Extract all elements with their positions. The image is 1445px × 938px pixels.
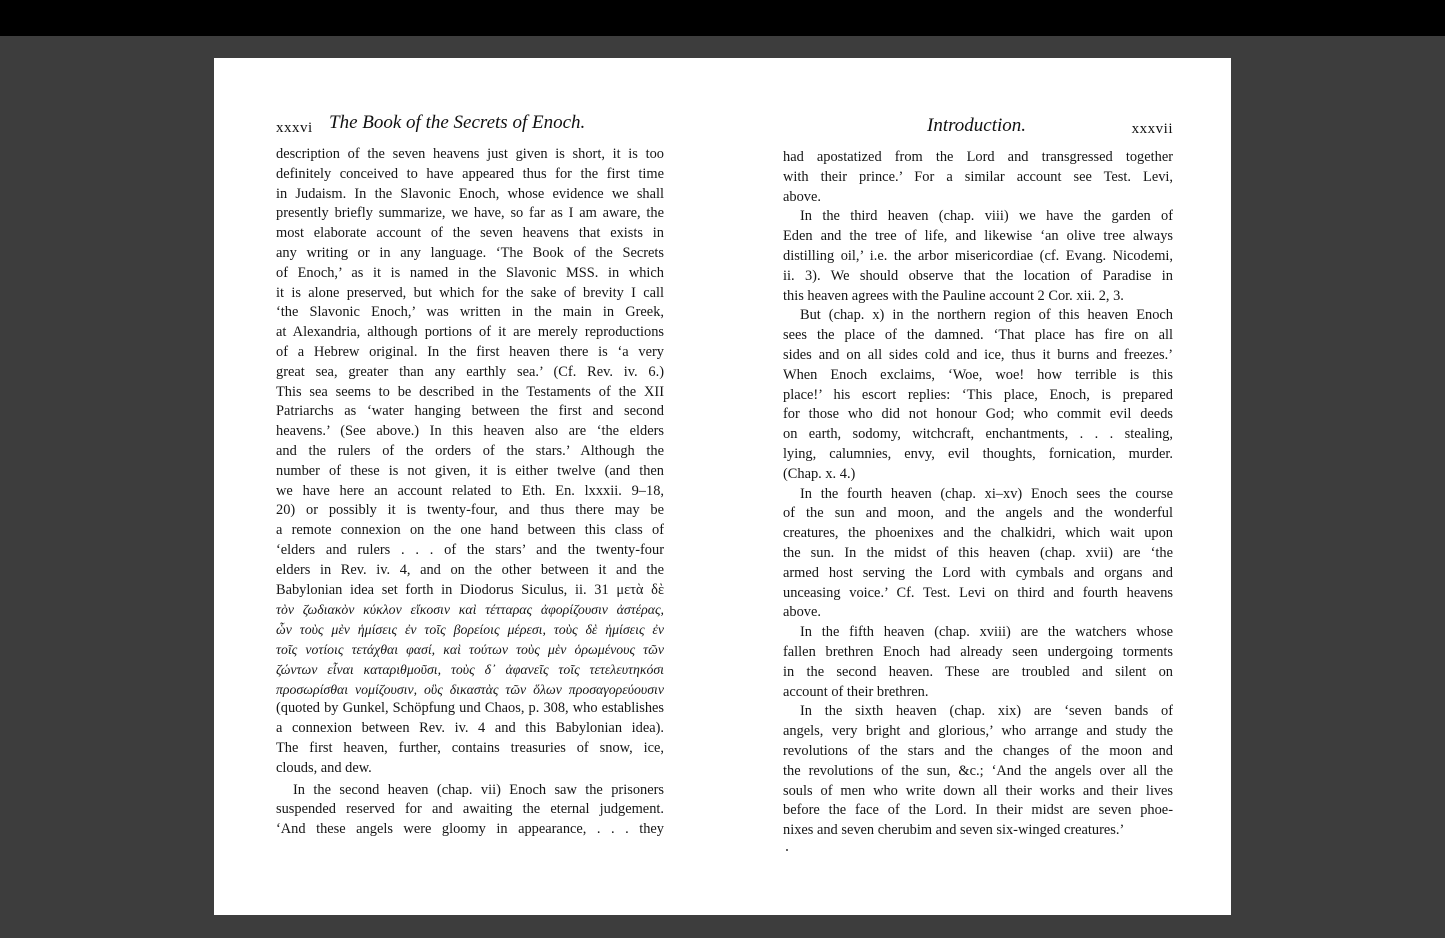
text-line: Patriarchs as ‘water hanging between the first and second	[276, 403, 664, 420]
text-line: souls of men who write down all their works and their lives	[783, 782, 1173, 799]
text-line: before the face of the Lord. In their midst are seven phoe-	[783, 802, 1173, 819]
greek-text-line: ζώντων εἶναι καταριθμοῦσι, τοὺς δ᾽ ἀφανεῖς τοῖς τετελευτηκόσι	[276, 661, 664, 677]
text-line: heavens.’ (See above.) In this heaven also are ‘the elders	[276, 423, 664, 440]
text-line: for those who did not honour God; who commit evil deeds	[783, 406, 1173, 423]
text-line: great sea, greater than any earthly sea.’ (Cf. Rev. iv. 6.)	[276, 363, 664, 380]
paragraph-start-line: But (chap. x) in the northern region of this heaven Enoch	[800, 307, 1173, 324]
text-line: in Judaism. In the Slavonic Enoch, whose evidence we shall	[276, 185, 664, 202]
right-page	[783, 58, 1173, 915]
text-line: above.	[783, 188, 821, 205]
greek-text-line: τὸν ζωδιακὸν κύκλον εἴκοσιν καὶ τέτταρας ἀφορίζουσιν ἀστέρας,	[276, 602, 664, 618]
text-line: creatures, the phoenixes and the chalkidri, which wait upon	[783, 525, 1173, 542]
running-title: The Book of the Secrets of Enoch.	[329, 112, 586, 133]
viewer-top-bar	[0, 0, 1445, 36]
text-line: ‘elders and rulers . . . of the stars’ and the twenty-four	[276, 541, 664, 558]
text-line: (Chap. x. 4.)	[783, 465, 856, 482]
text-line: with their prince.’ For a similar account see Test. Levi,	[783, 168, 1173, 185]
text-line: The first heaven, further, contains treasuries of snow, ice,	[276, 739, 664, 756]
text-line: suspended reserved for and awaiting the eternal judgement.	[276, 801, 664, 818]
text-line: the revolutions of the sun, &c.; ‘And the angels over all the	[783, 762, 1173, 779]
right-page-text	[783, 148, 1173, 841]
text-line: ‘And these angels were gloomy in appearance, . . . they	[276, 821, 664, 838]
text-line: Babylonian idea set forth in Diodorus Siculus, ii. 31 μετὰ δὲ	[276, 581, 664, 598]
greek-text-line: τοῖς νοτίοις τετάχθαι φασί, καὶ τούτων τοὺς μὲν ὁρωμένους τῶν	[276, 641, 664, 657]
left-page	[276, 58, 664, 915]
left-page-text	[276, 145, 664, 840]
text-line: a remote connexion on the one hand between this class of	[276, 522, 664, 539]
text-line: sees the place of the damned. ‘That place has fire on all	[783, 327, 1173, 344]
text-line: and the rulers of the orders of the stars.’ Although the	[276, 442, 664, 459]
paragraph-start-line: In the third heaven (chap. viii) we have the garden of	[800, 208, 1173, 225]
text-line: of the sun and moon, and the angels and the wonderful	[783, 505, 1173, 522]
paragraph-start-line: In the sixth heaven (chap. xix) are ‘seven bands of	[800, 703, 1173, 720]
page-number: xxxvii	[1131, 121, 1173, 137]
text-line: of Enoch,’ as it is named in the Slavonic MSS. in which	[276, 264, 664, 281]
text-line: revolutions of the stars and the changes of the moon and	[783, 742, 1173, 759]
text-line: (quoted by Gunkel, Schöpfung und Chaos, p. 308, who establishes	[276, 700, 664, 717]
text-line: elders in Rev. iv. 4, and on the other between it and the	[276, 561, 664, 578]
text-line: any writing or in any language. ‘The Book of the Secrets	[276, 244, 664, 261]
text-line: armed host serving the Lord with cymbals and organs and	[783, 564, 1173, 581]
paragraph-start-line: In the fourth heaven (chap. xi–xv) Enoch sees the course	[800, 485, 1173, 502]
text-line: lying, calumnies, envy, evil thoughts, fornication, murder.	[783, 445, 1173, 462]
text-line: place!’ his escort replies: ‘This place, Enoch, is prepared	[783, 386, 1173, 403]
text-line: number of these is not given, it is either twelve (and then	[276, 462, 664, 479]
text-line: a connexion between Rev. iv. 4 and this Babylonian idea).	[276, 720, 664, 737]
text-line: this heaven agrees with the Pauline account 2 Cor. xii. 2, 3.	[783, 287, 1124, 304]
text-line: clouds, and dew.	[276, 759, 372, 776]
text-line: 20) or possibly it is twenty-four, and thus there may be	[276, 502, 664, 519]
text-line: had apostatized from the Lord and transgressed together	[783, 149, 1173, 165]
text-line: distilling oil,’ i.e. the arbor misericordiae (cf. Evang. Nicodemi,	[783, 247, 1173, 264]
text-line: nixes and seven cherubim and seven six-winged creatures.’	[783, 822, 1125, 839]
text-line: ‘the Slavonic Enoch,’ was written in the main in Greek,	[276, 304, 664, 321]
text-line: sides and on all sides cold and ice, thus it burns and freezes.’	[783, 346, 1173, 363]
text-line: on earth, sodomy, witchcraft, enchantments, . . . stealing,	[783, 426, 1173, 443]
page-number: xxxvi	[276, 120, 313, 136]
text-line: unceasing voice.’ Cf. Test. Levi on third and fourth heavens	[783, 584, 1173, 601]
text-line: in the second heaven. These are troubled and silent on	[783, 663, 1173, 680]
text-line: description of the seven heavens just given is short, it is too	[276, 146, 664, 162]
text-line: Eden and the tree of life, and likewise ‘an olive tree always	[783, 228, 1173, 245]
text-line: above.	[783, 604, 821, 621]
text-line: most elaborate account of the seven heavens that exists in	[276, 225, 664, 242]
book-spread	[214, 58, 1231, 915]
paragraph-start-line: In the fifth heaven (chap. xviii) are the watchers whose	[800, 624, 1173, 641]
text-line: at Alexandria, although portions of it are merely reproductions	[276, 324, 664, 341]
text-line: of a Hebrew original. In the first heaven there is ‘a very	[276, 343, 664, 360]
text-line: When Enoch exclaims, ‘Woe, woe! how terrible is this	[783, 366, 1173, 383]
text-line: account of their brethren.	[783, 683, 929, 700]
greek-text-line: προσωρίσθαι νομίζουσιν, οὓς δικαστὰς τῶν ὅλων προσαγορεύουσιν	[276, 681, 664, 697]
text-line: presently briefly summarize, we have, so far as I am aware, the	[276, 205, 664, 222]
text-line: definitely conceived to have appeared thus for the first time	[276, 165, 664, 182]
text-line: we have here an account related to Eth. En. lxxxii. 9–18,	[276, 482, 664, 499]
text-line: ii. 3). We should observe that the location of Paradise in	[783, 267, 1173, 284]
ink-speck	[786, 849, 788, 851]
right-page-header	[783, 110, 1173, 138]
text-line: angels, very bright and glorious,’ who arrange and study the	[783, 723, 1173, 740]
running-title: Introduction.	[927, 115, 1027, 136]
greek-text-line: ὧν τοὺς μὲν ἡμίσεις ἐν τοῖς βορείοις μέρεσι, τοὺς δὲ ἡμίσεις ἐν	[276, 622, 664, 638]
text-line: it is alone preserved, but which for the sake of brevity I call	[276, 284, 664, 301]
left-page-header	[276, 110, 664, 138]
text-line: This sea seems to be described in the Testaments of the XII	[276, 383, 664, 400]
text-line: the sun. In the midst of this heaven (chap. xvii) are ‘the	[783, 544, 1173, 561]
text-line: fallen brethren Enoch had already seen undergoing torments	[783, 643, 1173, 660]
paragraph-start-line: In the second heaven (chap. vii) Enoch saw the prisoners	[293, 781, 664, 798]
